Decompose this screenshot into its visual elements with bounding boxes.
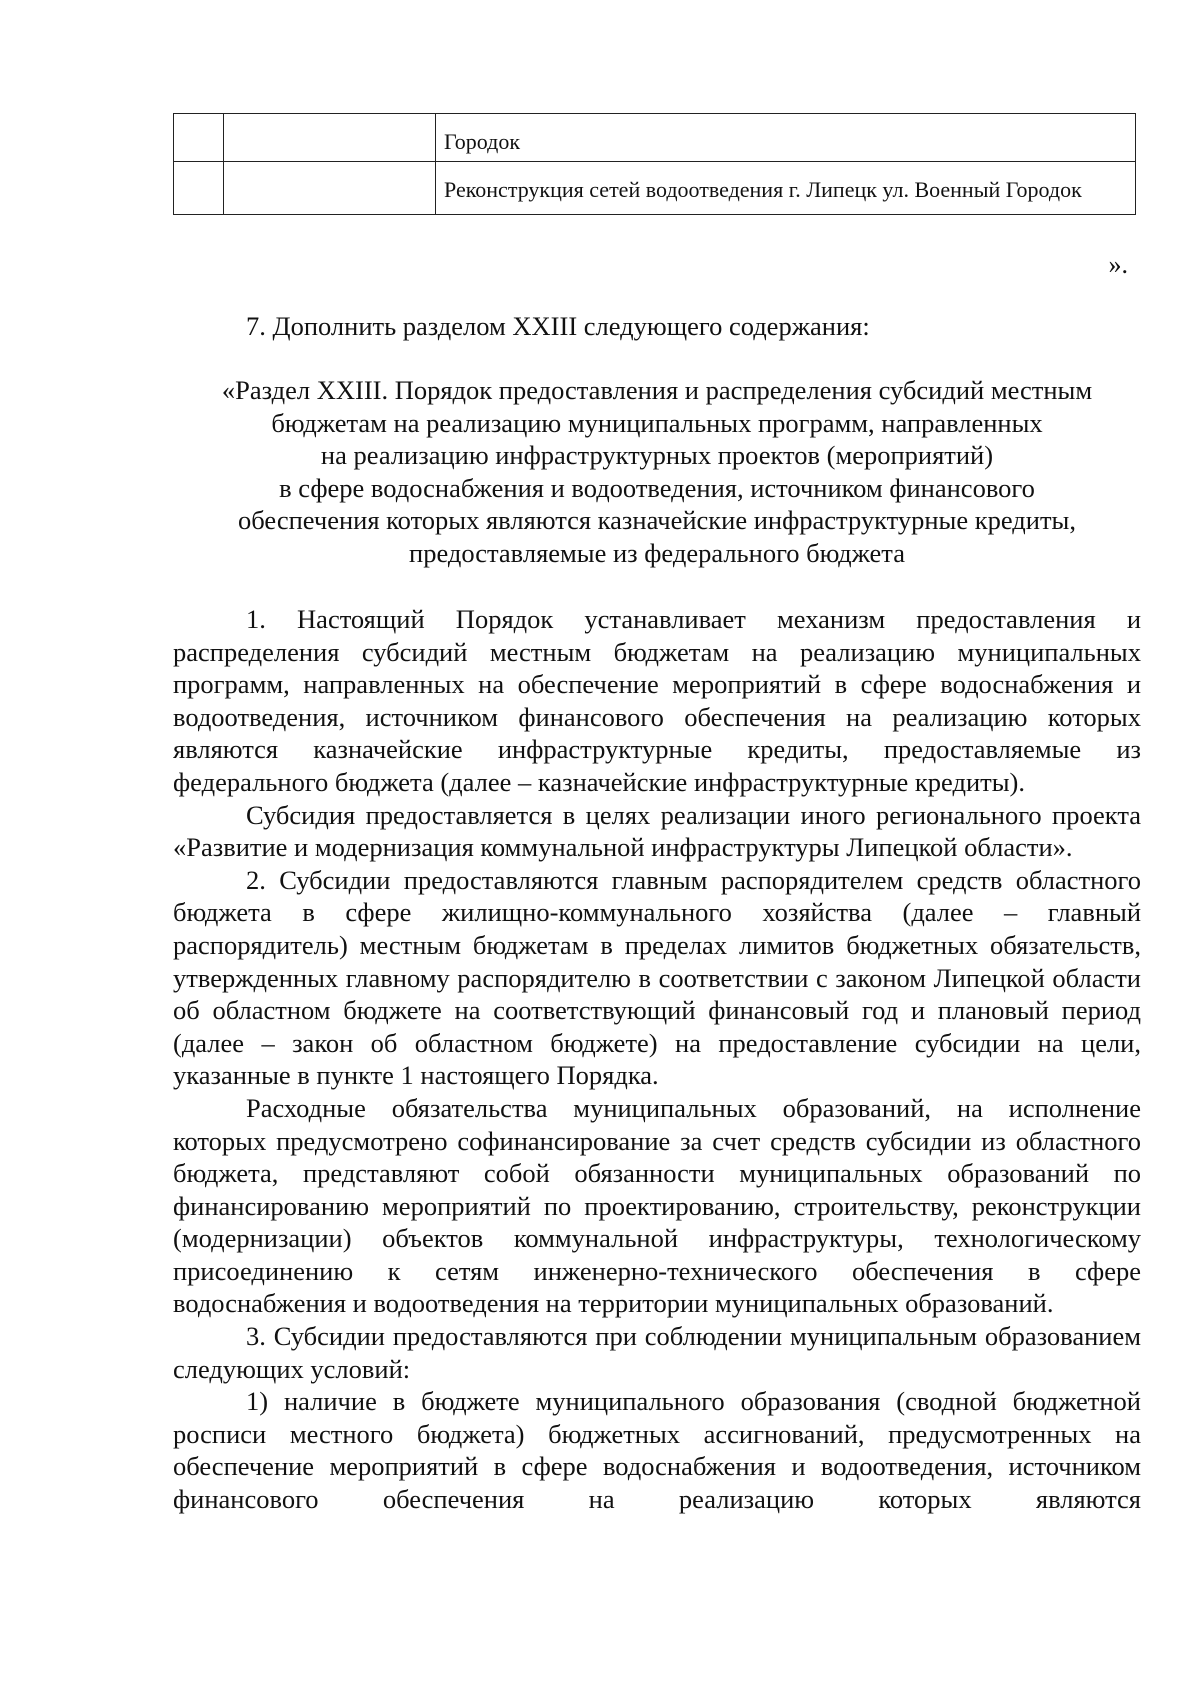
table-cell-number [174,162,224,215]
paragraph: 3. Субсидии предоставляются при соблюдении муниципальным образованием следующих условий: [173,1321,1141,1384]
table-cell-number [174,114,224,162]
table-cell-municipality [224,114,436,162]
table-row [174,162,1136,215]
heading-line: в сфере водоснабжения и водоотведения, источником финансового [279,472,1035,503]
paragraph: Субсидия предоставляется в целях реализации иного регионального проекта «Развитие и модернизация коммунальной инфраструктуры Липецкой области». [173,799,1141,863]
table-row [174,114,1136,162]
paragraph: 1) наличие в бюджете муниципального образования (сводной бюджетной росписи местного бюджета) бюджетных ассигнований, предусмотренных на обеспечение мероприятий в сфере водоснабжения и водоотведения, источником финансового обеспечения на реализацию которых являются [173,1386,1141,1515]
heading-line: на реализацию инфраструктурных проектов (мероприятий) [320,440,994,471]
section-heading [173,374,1141,570]
item-7-text: 7. Дополнить разделом XXIII следующего содержания: [246,311,870,341]
closing-quote: ». [1108,250,1128,279]
heading-line: бюджетам на реализацию муниципальных программ, направленных [271,407,1043,438]
table-cell-municipality [224,162,436,215]
heading-line: предоставляемые из федерального бюджета [409,537,905,568]
objects-table [173,113,1136,215]
table-cell-object: Реконструкция сетей водоотведения г. Липецк ул. Военный Городок [436,162,1136,215]
heading-line: обеспечения которых являются казначейские инфраструктурные кредиты, [238,505,1076,536]
table-cell-object: Городок [436,114,1136,162]
paragraph: 1. Настоящий Порядок устанавливает механизм предоставления и распределения субсидий местным бюджетам на реализацию муниципальных программ, направленных на обеспечение мероприятий в сфере водоснабжения и водоотведения, источником финансового обеспечения на реализацию которых являются казначейские инфраструктурные кредиты, предоставляемые из федерального бюджета (далее – казначейские инфраструктурные кредиты). [173,604,1141,797]
item-7 [173,310,1141,343]
paragraph: Расходные обязательства муниципальных образований, на исполнение которых предусмотрено софинансирование за счет средств субсидии из областного бюджета, представляют собой обязанности муниципальных образований по финансированию мероприятий по проектированию, строительству, реконструкции (модернизации) объектов коммунальной инфраструктуры, технологическому присоединению к сетям инженерно-технического обеспечения в сфере водоснабжения и водоотведения на территории муниципальных образований. [173,1092,1141,1319]
section-body [173,603,1141,1516]
heading-line: «Раздел XXIII. Порядок предоставления и распределения субсидий местным [221,375,1093,405]
paragraph: 2. Субсидии предоставляются главным распорядителем средств областного бюджета в сфере жилищно-коммунального хозяйства (далее – главный распорядитель) местным бюджетам в пределах лимитов бюджетных обязательств, утвержденных главному распорядителю в соответствии с законом Липецкой области об областном бюджете на соответствующий финансовый год и плановый период (далее – закон об областном бюджете) на предоставление субсидии на цели, указанные в пункте 1 настоящего Порядка. [173,864,1141,1091]
